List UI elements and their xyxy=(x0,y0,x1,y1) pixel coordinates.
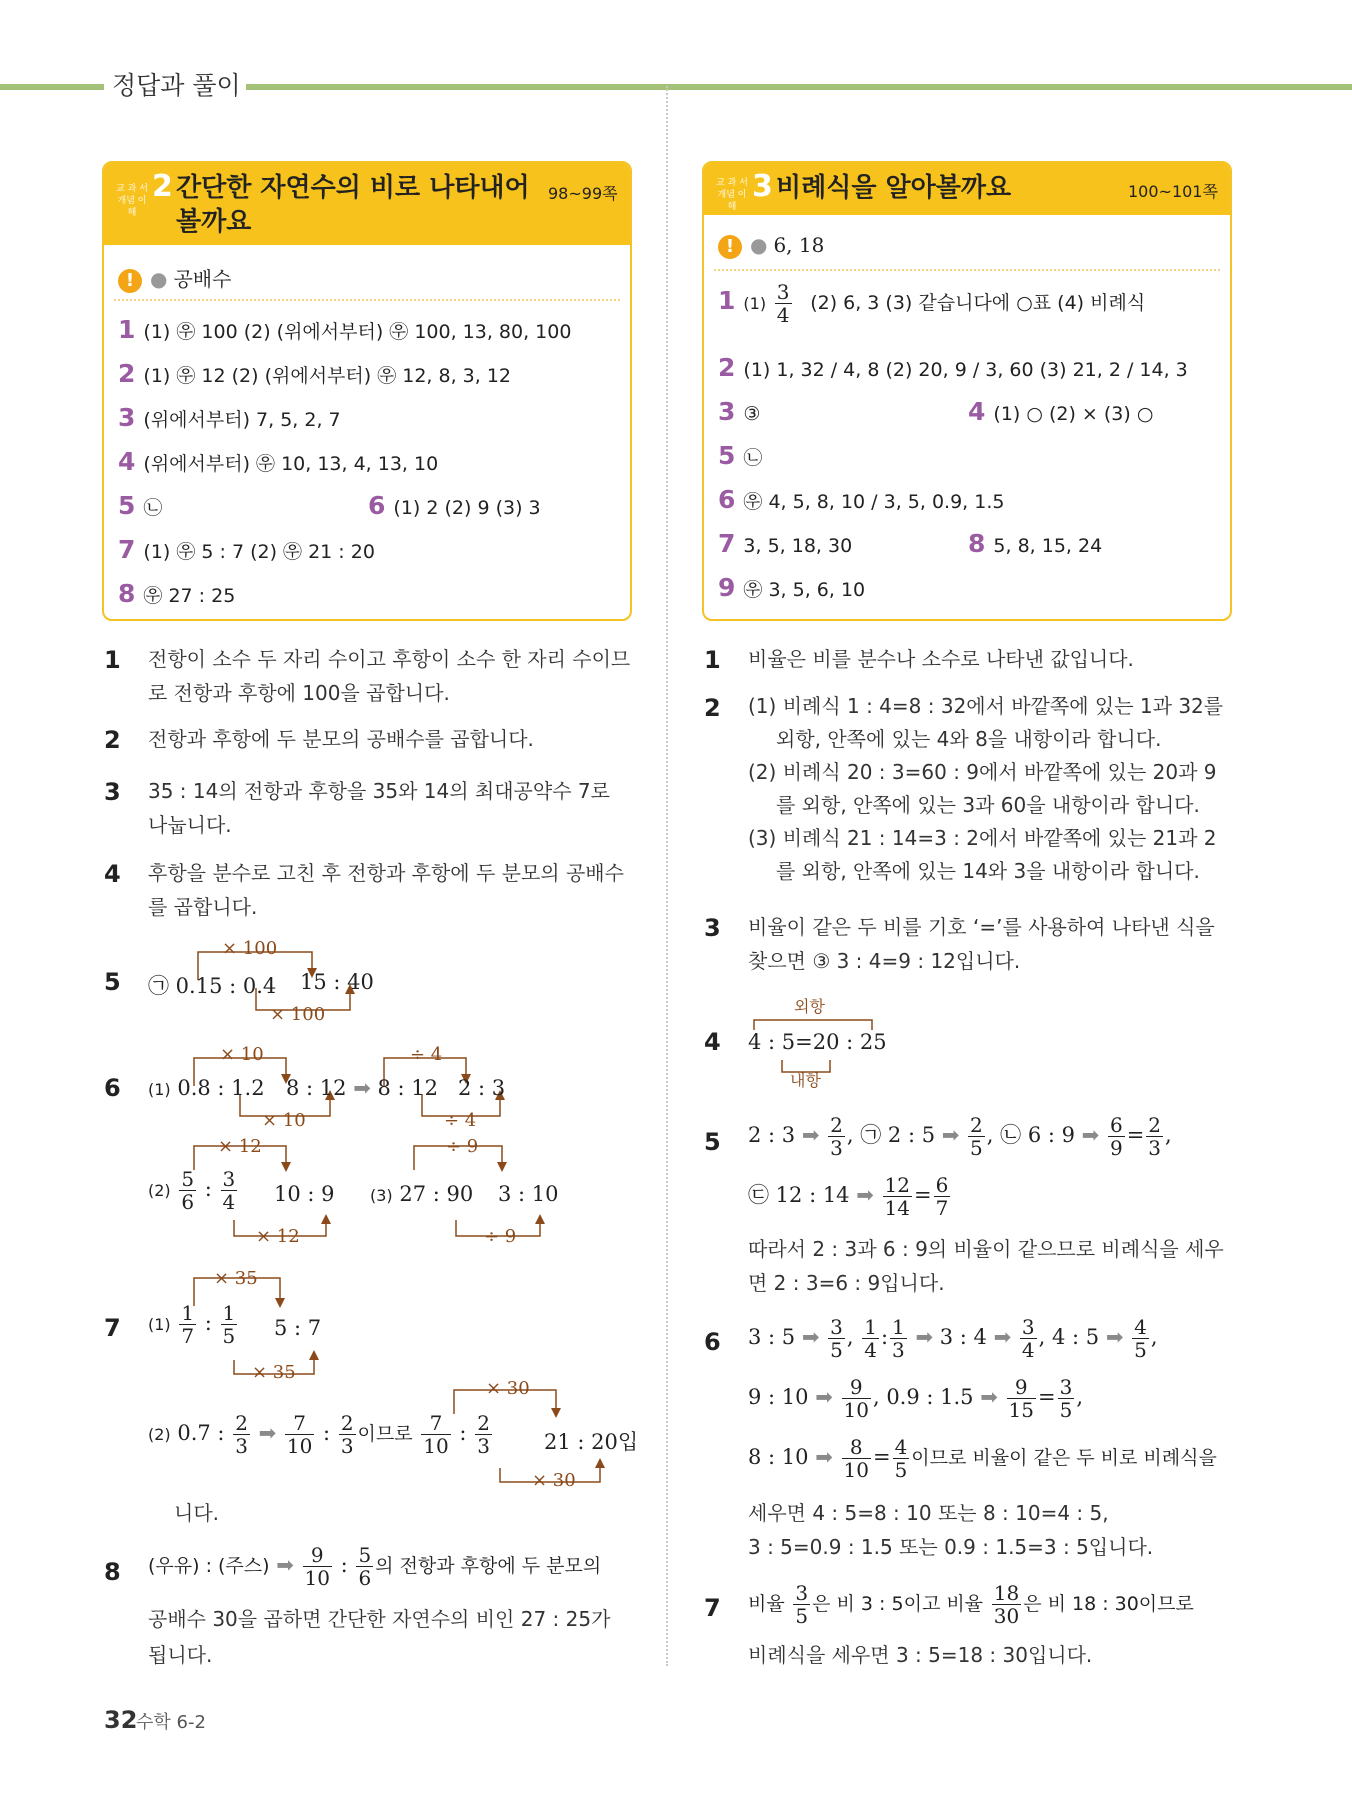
answer-row: 3 ③ xyxy=(718,397,761,426)
answer-row: 9 ㉾ 3, 5, 6, 10 xyxy=(718,573,866,602)
arrow-label: ÷ 9 xyxy=(484,1226,517,1247)
textbook-tag: 교 과 서 개념 이해 xyxy=(716,178,748,212)
arrow-icon: ➡ xyxy=(1081,1123,1100,1147)
explanation-number: 2 xyxy=(104,726,121,754)
math-expression: 9 : 10 ➡ $\frac{9}{10}$ , 0.9 : 1.5 ➡ $\frac{9}{15}$ = $\frac{3}{5}$ , xyxy=(748,1375,1084,1422)
answer-row: 2 (1) 1, 32 / 4, 8 (2) 20, 9 / 3, 60 (3) 21, 2 / 14, 3 xyxy=(718,353,1188,382)
arrow-label: × 12 xyxy=(256,1226,300,1247)
header-title: 정답과 풀이 xyxy=(112,71,241,100)
inner-term-label: 내항 xyxy=(790,1071,821,1090)
answer-row: 8 5, 8, 15, 24 xyxy=(968,529,1103,558)
arrow-icon: ➡ xyxy=(980,1385,998,1409)
arrow-label: × 12 xyxy=(218,1136,262,1157)
arrow-label: ÷ 4 xyxy=(410,1044,443,1065)
answer-row: 8 ㉾ 27 : 25 xyxy=(118,579,236,608)
math-expression: 4 : 5=20 : 25 xyxy=(748,1030,887,1054)
page-number: 32 xyxy=(104,1706,138,1734)
arrow-icon: ➡ xyxy=(801,1123,820,1147)
arrow-label: × 30 xyxy=(532,1470,576,1491)
arrow-label: ÷ 4 xyxy=(444,1110,477,1131)
answer-row: 4 (1) ○ (2) × (3) ○ xyxy=(968,397,1154,426)
explanation-number: 4 xyxy=(704,1028,721,1056)
answer-row: 1 (1) ㉾ 100 (2) (위에서부터) ㉾ 100, 13, 80, 100 xyxy=(118,315,572,344)
explanation-number: 8 xyxy=(104,1558,121,1586)
arrow-icon: ➡ xyxy=(815,1385,833,1409)
explanation-text: 니다. xyxy=(174,1501,219,1525)
explanation-text: 됩니다. xyxy=(148,1643,213,1667)
math-expression: ㉢ 12 : 14 ➡ $\frac{12}{14}$ = $\frac{6}{7}$ xyxy=(748,1173,949,1220)
explanation-text: 전항과 후항에 두 분모의 공배수를 곱합니다. xyxy=(148,727,534,751)
arrow-icon: ➡ xyxy=(941,1123,960,1147)
math-expression: 8 : 10 ➡ $\frac{8}{10}$ = $\frac{4}{5}$ 이므로 비율이 같은 두 비로 비례식을 xyxy=(748,1435,1217,1482)
math-expression: 3 : 10 xyxy=(498,1182,559,1206)
math-expression: (2) 0.7 : $\frac{2}{3}$ ➡ $\frac{7}{10}$ : $\frac{2}{3}$ 이므로 $\frac{7}{10}$ : $\frac{2}{3}$ xyxy=(148,1411,490,1458)
answer-row: 5 ㉡ xyxy=(118,491,163,520)
math-expression: 21 : 20입 xyxy=(544,1430,639,1454)
explanation-number: 4 xyxy=(104,860,121,888)
right-box-header xyxy=(704,163,1230,215)
answer-row: 1 (1) $\frac{3}{4}$ (2) 6, 3 (3) 같습니다에 ○표 (4) 비례식 xyxy=(718,280,1146,327)
arrow-label: × 30 xyxy=(486,1378,530,1399)
exclamation-icon: ! xyxy=(118,269,142,293)
section-number: 2 xyxy=(152,169,173,204)
arrow-icon: ➡ xyxy=(353,1076,371,1100)
explanation-number: 5 xyxy=(104,968,121,996)
math-expression: ㉠ 0.15 : 0.4 xyxy=(148,974,277,998)
section-title: 간단한 자연수의 비로 나타내어 볼까요 xyxy=(176,173,530,237)
math-expression: 2 : 3 ➡ $\frac{2}{3}$ , ㉠ 2 : 5 ➡ $\frac{2}{5}$ , ㉡ 6 : 9 ➡ $\frac{6}{9}$ = $\frac{2}{3}$ , xyxy=(748,1113,1172,1160)
arrow-icon: ➡ xyxy=(801,1325,820,1349)
right-answer-box xyxy=(702,161,1232,621)
answer-row: 7 (1) ㉾ 5 : 7 (2) ㉾ 21 : 20 xyxy=(118,535,375,564)
explanation-text: 전항이 소수 두 자리 수이고 후항이 소수 한 자리 수이므 로 전항과 후항에 100을 곱합니다. xyxy=(148,647,631,705)
math-expression: 3 : 5 ➡ $\frac{3}{5}$ , $\frac{1}{4}$ : $\frac{1}{3}$ ➡ 3 : 4 ➡ $\frac{3}{4}$ , 4 : 5 ➡ $\frac{4}{5}$ , xyxy=(748,1315,1158,1362)
explanation-text: (1) 비례식 1 : 4=8 : 32에서 바깥쪽에 있는 1과 32를 외항, 안쪽에 있는 4와 8을 내항이라 합니다. (2) 비례식 20 : 3=60 : 9에서 바깥쪽에 있는 20과 9 를 외항, 안쪽에 있는 3과 60을 내항이라 합니다. (3) 비례식 21 : 14=3 : 2에서 바깥쪽에 있는 21과 2 를 외항, 안쪽에 있는 14와 3을 내항이라 합니다. xyxy=(748,694,1224,883)
explanation-text: 따라서 2 : 3과 6 : 9의 비율이 같으므로 비례식을 세우 면 2 : 3=6 : 9입니다. xyxy=(748,1237,1224,1295)
left-answer-box xyxy=(102,161,632,621)
answer-row: 4 (위에서부터) ㉾ 10, 13, 4, 13, 10 xyxy=(118,447,439,476)
answer-row: 7 3, 5, 18, 30 xyxy=(718,529,853,558)
arrow-label: × 35 xyxy=(252,1362,296,1383)
arrow-label: × 10 xyxy=(220,1044,264,1065)
explanation-number: 1 xyxy=(704,646,721,674)
explanation-text: 비례식을 세우면 3 : 5=18 : 30입니다. xyxy=(748,1643,1093,1667)
arrow-label: × 100 xyxy=(270,1004,326,1025)
key-point: ! ● 공배수 xyxy=(118,263,231,293)
arrow-label: × 10 xyxy=(262,1110,306,1131)
arrow-icon: ➡ xyxy=(1105,1325,1124,1349)
math-expression: (1) $\frac{1}{7}$ : $\frac{1}{5}$ xyxy=(148,1301,236,1348)
explanation-text: 후항을 분수로 고친 후 전항과 후항에 두 분모의 공배수 를 곱합니다. xyxy=(148,861,624,919)
math-expression: 2 : 3 xyxy=(458,1076,506,1100)
math-expression: (우유) : (주스) ➡ $\frac{9}{10}$ : $\frac{5}{6}$ 의 전항과 후항에 두 분모의 xyxy=(148,1543,602,1590)
textbook-tag: 교 과 서 개념 이해 xyxy=(116,184,148,218)
answer-row: 3 (위에서부터) 7, 5, 2, 7 xyxy=(118,403,341,432)
math-expression: 8 : 12 ➡ 8 : 12 xyxy=(286,1076,439,1100)
math-expression: (2) $\frac{5}{6}$ : $\frac{3}{4}$ xyxy=(148,1167,236,1214)
explanation-number: 7 xyxy=(704,1594,721,1622)
math-expression: 15 : 40 xyxy=(300,970,374,994)
explanation-text: 비율이 같은 두 비를 기호 ‘=’를 사용하여 나타낸 식을 찾으면 ③ 3 : 4=9 : 12입니다. xyxy=(748,915,1215,973)
page-range: 100~101쪽 xyxy=(1128,182,1218,201)
explanation-number: 3 xyxy=(704,914,721,942)
key-separator xyxy=(714,269,1220,271)
explanation-text: 35 : 14의 전항과 후항을 35와 14의 최대공약수 7로 나눕니다. xyxy=(148,779,610,837)
explanation-number: 2 xyxy=(704,694,721,722)
math-expression: 비율 $\frac{3}{5}$ 은 비 3 : 5이고 비율 $\frac{18}{30}$ 은 비 18 : 30이므로 xyxy=(748,1581,1194,1628)
arrow-label: ÷ 9 xyxy=(446,1136,479,1157)
header-rule-left xyxy=(0,84,104,90)
outer-term-label: 외항 xyxy=(794,997,825,1016)
arrow-icon: ➡ xyxy=(258,1421,277,1445)
explanation-text: 비율은 비를 분수나 소수로 나타낸 값입니다. xyxy=(748,647,1134,671)
arrow-label: × 100 xyxy=(222,938,278,959)
explanation-number: 5 xyxy=(704,1128,721,1156)
answer-row: 6 (1) 2 (2) 9 (3) 3 xyxy=(368,491,541,520)
arrow-icon: ➡ xyxy=(856,1183,874,1207)
header-rule-right xyxy=(246,84,1352,90)
answer-row: 5 ㉡ xyxy=(718,441,763,470)
arrow-icon: ➡ xyxy=(993,1325,1012,1349)
key-point: ! ● 6, 18 xyxy=(718,233,824,259)
footer-subject: 수학 6-2 xyxy=(136,1712,206,1733)
math-expression: 10 : 9 xyxy=(274,1182,335,1206)
column-divider xyxy=(666,86,668,1666)
explanation-number: 3 xyxy=(104,778,121,806)
explanation-text: 공배수 30을 곱하면 간단한 자연수의 비인 27 : 25가 xyxy=(148,1607,611,1631)
arrow-icon: ➡ xyxy=(915,1325,934,1349)
math-expression: (3) 27 : 90 xyxy=(370,1182,474,1206)
explanation-number: 7 xyxy=(104,1314,121,1342)
answer-row: 6 ㉾ 4, 5, 8, 10 / 3, 5, 0.9, 1.5 xyxy=(718,485,1005,514)
section-title: 비례식을 알아볼까요 xyxy=(776,173,1012,203)
arrow-icon: ➡ xyxy=(815,1445,833,1469)
key-separator xyxy=(114,299,620,301)
explanation-number: 6 xyxy=(104,1074,121,1102)
section-number: 3 xyxy=(752,169,773,204)
explanation-number: 1 xyxy=(104,646,121,674)
explanation-text: 세우면 4 : 5=8 : 10 또는 8 : 10=4 : 5, 3 : 5=0.9 : 1.5 또는 0.9 : 1.5=3 : 5입니다. xyxy=(748,1501,1154,1559)
arrow-icon: ➡ xyxy=(276,1553,294,1577)
math-expression: 5 : 7 xyxy=(274,1316,322,1340)
arrow-label: × 35 xyxy=(214,1268,258,1289)
answer-row: 2 (1) ㉾ 12 (2) (위에서부터) ㉾ 12, 8, 3, 12 xyxy=(118,359,512,388)
explanation-number: 6 xyxy=(704,1328,721,1356)
page-range: 98~99쪽 xyxy=(548,184,618,203)
math-expression: (1) 0.8 : 1.2 xyxy=(148,1076,265,1100)
exclamation-icon: ! xyxy=(718,235,742,259)
left-box-header xyxy=(104,163,630,245)
